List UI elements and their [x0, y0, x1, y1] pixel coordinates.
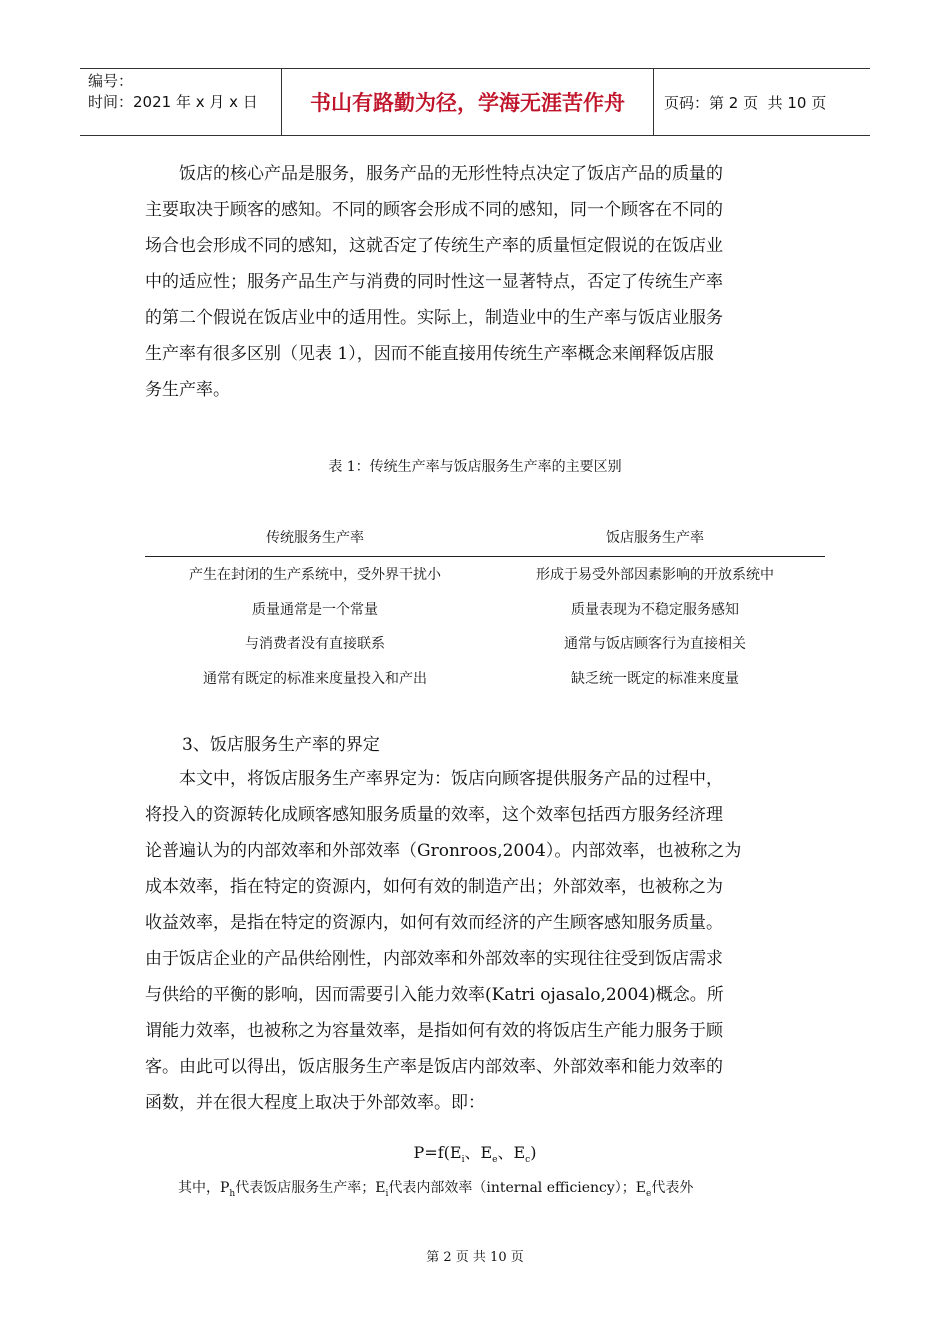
table-cell: 产生在封闭的生产系统中，受外界干扰小: [189, 567, 441, 584]
paragraph-line: 与供给的平衡的影响，因而需要引入能力效率(Katri ojasalo,2004)概念。所: [145, 985, 724, 1005]
note-text: 其中，P: [178, 1180, 230, 1196]
table-row: [145, 626, 825, 661]
note-subscript: e: [646, 1188, 652, 1199]
table-header-row: [145, 518, 825, 557]
comparison-table: [145, 518, 825, 695]
paragraph-line: 客。由此可以得出，饭店服务生产率是饭店内部效率、外部效率和能力效率的: [145, 1057, 723, 1077]
table-cell: 通常与饭店顾客行为直接相关: [564, 636, 746, 653]
paragraph-line: 场合也会形成不同的感知，这就否定了传统生产率的质量恒定假说的在饭店业: [145, 236, 723, 256]
header-page-info: 页码：第 2 页 共 10 页: [664, 93, 827, 112]
table-cell: 缺乏统一既定的标准来度量: [571, 670, 739, 687]
formula: [0, 1140, 950, 1165]
table-header-cell: 饭店服务生产率: [606, 530, 704, 546]
code-label: 编号：: [88, 72, 134, 90]
formula-note: [178, 1177, 693, 1199]
table-header-cell: 传统服务生产率: [266, 530, 364, 546]
table-row: [145, 592, 825, 627]
paragraph-line: 中的适应性；服务产品生产与消费的同时性这一显著特点，否定了传统生产率: [145, 272, 723, 292]
note-subscript: i: [385, 1188, 389, 1199]
header-motto: 书山有路勤为径，学海无涯苦作舟: [282, 69, 654, 135]
paragraph-line: 生产率有很多区别（见表 1），因而不能直接用传统生产率概念来阐释饭店服: [145, 344, 714, 364]
paragraph-line: 的第二个假说在饭店业中的适用性。实际上，制造业中的生产率与饭店业服务: [145, 308, 723, 328]
table-cell: 与消费者没有直接联系: [245, 636, 385, 653]
paragraph-line: 将投入的资源转化成顾客感知服务质量的效率，这个效率包括西方服务经济理: [145, 805, 723, 825]
table-cell: 形成于易受外部因素影响的开放系统中: [536, 567, 774, 584]
note-text: 代表内部效率（internal efficiency）；E: [388, 1180, 647, 1196]
formula-text: 、E: [497, 1143, 526, 1162]
note-text: 代表外: [651, 1180, 694, 1196]
paragraph-line: 收益效率，是指在特定的资源内，如何有效而经济的产生顾客感知服务质量。: [145, 913, 723, 933]
note-text: 代表饭店服务生产率；E: [235, 1180, 386, 1196]
table-row: [145, 661, 825, 696]
paragraph-line: 谓能力效率，也被称之为容量效率，是指如何有效的将饭店生产能力服务于顾: [145, 1021, 723, 1041]
date-label: 时间：2021 年 x 月 x 日: [88, 93, 258, 111]
note-subscript: h: [229, 1188, 236, 1199]
formula-subscript: i: [461, 1155, 465, 1166]
paragraph-line: 函数，并在很大程度上取决于外部效率。即：: [145, 1093, 485, 1113]
page-footer: 第 2 页 共 10 页: [426, 1250, 524, 1265]
paragraph-line: 本文中，将饭店服务生产率界定为：饭店向顾客提供服务产品的过程中，: [145, 769, 723, 789]
table-cell: 质量通常是一个常量: [252, 601, 378, 618]
table-cell: 质量表现为不稳定服务感知: [571, 601, 739, 618]
table-row: [145, 557, 825, 592]
formula-subscript: c: [525, 1155, 531, 1166]
header-meta: [80, 69, 282, 135]
paragraph-2: [145, 761, 810, 1121]
paragraph-line: 主要取决于顾客的感知。不同的顾客会形成不同的感知，同一个顾客在不同的: [145, 200, 723, 220]
formula-subscript: e: [492, 1155, 498, 1166]
page-header: [80, 68, 870, 136]
paragraph-line: 由于饭店企业的产品供给刚性，内部效率和外部效率的实现往往受到饭店需求: [145, 949, 723, 969]
paragraph-line: 务生产率。: [145, 380, 230, 400]
formula-text: 、E: [464, 1143, 493, 1162]
table-caption: 表 1：传统生产率与饭店服务生产率的主要区别: [328, 459, 622, 475]
paragraph-line: 论普遍认为的内部效率和外部效率（Gronroos,2004）。内部效率，也被称之为: [145, 841, 742, 861]
formula-text: ): [530, 1143, 537, 1162]
formula-text: P=f(E: [413, 1143, 462, 1162]
section-title: 3、饭店服务生产率的界定: [182, 735, 380, 755]
paragraph-line: 成本效率，指在特定的资源内，如何有效的制造产出；外部效率，也被称之为: [145, 877, 723, 897]
table-cell: 通常有既定的标准来度量投入和产出: [203, 670, 427, 687]
paragraph-line: 饭店的核心产品是服务，服务产品的无形性特点决定了饭店产品的质量的: [145, 164, 723, 184]
paragraph-1: [145, 156, 810, 408]
